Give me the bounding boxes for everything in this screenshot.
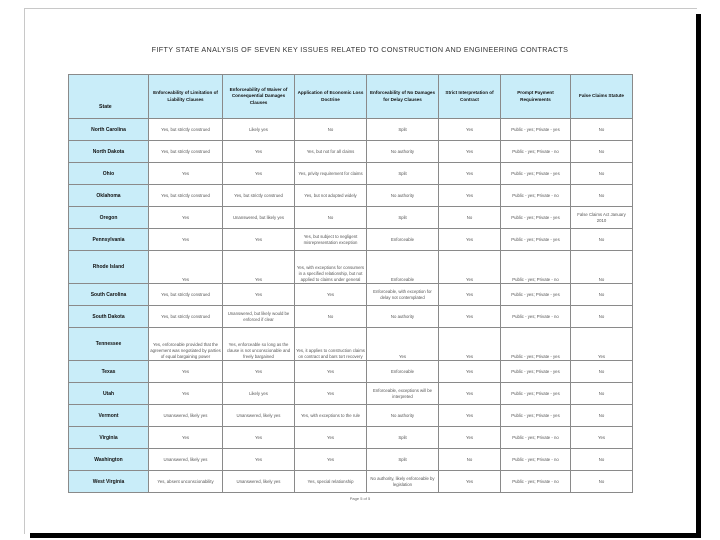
table-cell: Yes bbox=[149, 163, 223, 185]
table-cell: Enforceable bbox=[367, 251, 439, 284]
state-name-cell: North Dakota bbox=[69, 141, 149, 163]
table-cell: Yes, enforceable so long as the clause is not unconscionable and freely bargained bbox=[223, 328, 295, 361]
table-cell: Enforceable bbox=[367, 229, 439, 251]
column-header-strict-interpretation: Strict Interpretation of Contract bbox=[439, 75, 501, 119]
table-cell: Yes bbox=[439, 405, 501, 427]
table-cell: Public - yes; Private - no bbox=[501, 141, 571, 163]
table-cell: No bbox=[571, 449, 633, 471]
table-cell: Public - yes; Private - yes bbox=[501, 163, 571, 185]
table-cell: Yes bbox=[223, 141, 295, 163]
table-cell: No bbox=[571, 383, 633, 405]
table-row bbox=[69, 405, 633, 427]
table-cell: No bbox=[295, 119, 367, 141]
table-cell: Yes bbox=[439, 163, 501, 185]
table-cell: Yes, privity requirement for claims bbox=[295, 163, 367, 185]
state-name-cell: Pennsylvania bbox=[69, 229, 149, 251]
state-name-cell: Utah bbox=[69, 383, 149, 405]
analysis-table bbox=[68, 74, 633, 493]
table-cell: Yes bbox=[223, 163, 295, 185]
table-cell: Split bbox=[367, 119, 439, 141]
table-cell: Public - yes; Private - yes bbox=[501, 119, 571, 141]
column-header-state: State bbox=[69, 75, 149, 119]
table-cell: Public - yes; Private - no bbox=[501, 251, 571, 284]
table-row bbox=[69, 251, 633, 284]
state-name-cell: Virginia bbox=[69, 427, 149, 449]
table-row bbox=[69, 383, 633, 405]
state-name-cell: North Carolina bbox=[69, 119, 149, 141]
table-cell: Unanswered, but likely yes bbox=[223, 207, 295, 229]
table-cell: Public - yes; Private - yes bbox=[501, 405, 571, 427]
table-cell: No bbox=[571, 229, 633, 251]
table-cell: Enforceable bbox=[367, 361, 439, 383]
table-cell: Yes bbox=[295, 383, 367, 405]
state-name-cell: South Dakota bbox=[69, 306, 149, 328]
state-name-cell: Ohio bbox=[69, 163, 149, 185]
page-shadow-right bbox=[696, 14, 701, 538]
table-cell: Yes bbox=[439, 306, 501, 328]
table-cell: Yes, special relationship bbox=[295, 471, 367, 493]
table-cell: No bbox=[571, 284, 633, 306]
table-cell: Yes, but strictly construed bbox=[149, 185, 223, 207]
table-row bbox=[69, 471, 633, 493]
table-cell: Yes bbox=[571, 328, 633, 361]
table-cell: Yes bbox=[223, 449, 295, 471]
table-row bbox=[69, 119, 633, 141]
table-cell: Public - yes; Private - yes bbox=[501, 361, 571, 383]
state-name-cell: South Carolina bbox=[69, 284, 149, 306]
table-cell: No bbox=[571, 119, 633, 141]
table-cell: Yes bbox=[295, 284, 367, 306]
table-cell: Yes bbox=[149, 251, 223, 284]
table-cell: No authority bbox=[367, 306, 439, 328]
table-cell: Yes bbox=[149, 207, 223, 229]
column-header-waiver-of-damages: Enforceability of Waiver of Consequential Damages Clauses bbox=[223, 75, 295, 119]
table-cell: No bbox=[295, 306, 367, 328]
table-cell: Unanswered, likely yes bbox=[223, 471, 295, 493]
table-row bbox=[69, 449, 633, 471]
table-cell: Public - yes; Private - no bbox=[501, 471, 571, 493]
table-cell: Likely yes bbox=[223, 383, 295, 405]
table-cell: Yes, absent unconscionability bbox=[149, 471, 223, 493]
table-cell: Yes bbox=[439, 328, 501, 361]
table-cell: Yes bbox=[223, 361, 295, 383]
table-cell: Unanswered, likely yes bbox=[149, 449, 223, 471]
table-cell: No authority bbox=[367, 141, 439, 163]
table-cell: Yes bbox=[223, 229, 295, 251]
state-name-cell: Tennessee bbox=[69, 328, 149, 361]
table-cell: Yes, but not for all claims bbox=[295, 141, 367, 163]
table-cell: Yes bbox=[295, 361, 367, 383]
table-cell: Yes bbox=[439, 361, 501, 383]
table-row bbox=[69, 306, 633, 328]
table-cell: False Claims Act January 2010 bbox=[571, 207, 633, 229]
table-cell: Public - yes; Private - no bbox=[501, 427, 571, 449]
table-cell: Enforceable, exceptions will be interpreted bbox=[367, 383, 439, 405]
table-cell: Yes, but subject to negligent misrepresentation exception bbox=[295, 229, 367, 251]
table-cell: Enforceable, with exception for delay not contemplated bbox=[367, 284, 439, 306]
table-cell: Yes bbox=[439, 284, 501, 306]
table-cell: Public - yes; Private - yes bbox=[501, 229, 571, 251]
table-cell: Public - yes; Private - yes bbox=[501, 207, 571, 229]
table-cell: Yes bbox=[223, 251, 295, 284]
state-name-cell: Oklahoma bbox=[69, 185, 149, 207]
table-cell: Yes bbox=[367, 328, 439, 361]
table-cell: No bbox=[571, 163, 633, 185]
table-cell: Split bbox=[367, 427, 439, 449]
column-header-no-damages-for-delay: Enforceability of No Damages for Delay Clauses bbox=[367, 75, 439, 119]
table-cell: Split bbox=[367, 163, 439, 185]
table-cell: No bbox=[295, 207, 367, 229]
page-shadow-bottom bbox=[30, 533, 701, 538]
table-cell: Yes, but strictly construed bbox=[149, 119, 223, 141]
table-cell: Yes, but not adopted widely bbox=[295, 185, 367, 207]
table-cell: Yes bbox=[439, 185, 501, 207]
column-header-false-claims: False Claims Statute bbox=[571, 75, 633, 119]
table-cell: Unanswered, likely yes bbox=[223, 405, 295, 427]
header-row bbox=[69, 75, 633, 119]
table-row bbox=[69, 163, 633, 185]
table-cell: Yes, it applies to construction claims on contract and bars tort recovery bbox=[295, 328, 367, 361]
state-name-cell: Oregon bbox=[69, 207, 149, 229]
table-row bbox=[69, 185, 633, 207]
table-body bbox=[69, 119, 633, 493]
table-cell: Yes bbox=[149, 427, 223, 449]
table-cell: No authority bbox=[367, 405, 439, 427]
table-cell: Yes bbox=[223, 284, 295, 306]
table-cell: Yes bbox=[223, 427, 295, 449]
table-row bbox=[69, 229, 633, 251]
column-header-economic-loss: Application of Economic Loss Doctrine bbox=[295, 75, 367, 119]
document-title: FIFTY STATE ANALYSIS OF SEVEN KEY ISSUES RELATED TO CONSTRUCTION AND ENGINEERING CONTRACTS bbox=[151, 45, 569, 54]
table-cell: Yes, with exceptions to the rule bbox=[295, 405, 367, 427]
table-cell: Public - yes; Private - no bbox=[501, 185, 571, 207]
table-cell: No bbox=[571, 361, 633, 383]
state-name-cell: Vermont bbox=[69, 405, 149, 427]
table-cell: Unanswered, likely yes bbox=[149, 405, 223, 427]
table-cell: Yes bbox=[295, 427, 367, 449]
table-cell: Yes, but strictly construed bbox=[223, 185, 295, 207]
table-cell: Yes bbox=[439, 251, 501, 284]
table-cell: Unanswered, but likely would be enforced if clear bbox=[223, 306, 295, 328]
table-cell: Public - yes; Private - no bbox=[501, 449, 571, 471]
table-cell: Yes bbox=[149, 361, 223, 383]
table-cell: Public - yes; Private - yes bbox=[501, 383, 571, 405]
table-row bbox=[69, 328, 633, 361]
column-header-limitation-of-liability: Enforceability of Limitation of Liability Clauses bbox=[149, 75, 223, 119]
table-cell: Yes bbox=[439, 141, 501, 163]
table-cell: No bbox=[571, 405, 633, 427]
table-row bbox=[69, 141, 633, 163]
table-cell: Yes bbox=[149, 383, 223, 405]
table-row bbox=[69, 427, 633, 449]
table-cell: Yes bbox=[295, 449, 367, 471]
table-cell: No bbox=[439, 449, 501, 471]
table-cell: Yes, with exceptions for consumers in a specified relationship, but not applied to claims under general bbox=[295, 251, 367, 284]
table-cell: No bbox=[571, 306, 633, 328]
state-name-cell: West Virginia bbox=[69, 471, 149, 493]
table-cell: Yes, but strictly construed bbox=[149, 284, 223, 306]
table-cell: Yes bbox=[439, 229, 501, 251]
column-header-prompt-payment: Prompt Payment Requirements bbox=[501, 75, 571, 119]
table-cell: Yes bbox=[571, 427, 633, 449]
table-cell: No authority bbox=[367, 185, 439, 207]
table-cell: No bbox=[571, 141, 633, 163]
table-cell: Public - yes; Private - yes bbox=[501, 328, 571, 361]
table-row bbox=[69, 284, 633, 306]
table-cell: Split bbox=[367, 449, 439, 471]
state-name-cell: Washington bbox=[69, 449, 149, 471]
table-cell: Yes bbox=[439, 119, 501, 141]
table-cell: No bbox=[571, 471, 633, 493]
table-cell: No bbox=[439, 207, 501, 229]
state-name-cell: Rhode Island bbox=[69, 251, 149, 284]
table-cell: Yes, but strictly construed bbox=[149, 306, 223, 328]
table-cell: No bbox=[571, 185, 633, 207]
table-row bbox=[69, 207, 633, 229]
table-cell: Yes, enforceable provided that the agreement was negotiated by parties of equal bargaining power bbox=[149, 328, 223, 361]
table-row bbox=[69, 361, 633, 383]
table-cell: No bbox=[571, 251, 633, 284]
state-name-cell: Texas bbox=[69, 361, 149, 383]
page-footer: Page 5 of 5 bbox=[349, 496, 371, 501]
table-cell: No authority, likely enforceable by legislation bbox=[367, 471, 439, 493]
table-cell: Yes bbox=[439, 471, 501, 493]
table-cell: Likely yes bbox=[223, 119, 295, 141]
table-cell: Split bbox=[367, 207, 439, 229]
table-cell: Yes bbox=[439, 383, 501, 405]
table-cell: Public - yes; Private - no bbox=[501, 306, 571, 328]
table-cell: Public - yes; Private - yes bbox=[501, 284, 571, 306]
table-cell: Yes, but strictly construed bbox=[149, 141, 223, 163]
table-cell: Yes bbox=[439, 427, 501, 449]
table-cell: Yes bbox=[149, 229, 223, 251]
